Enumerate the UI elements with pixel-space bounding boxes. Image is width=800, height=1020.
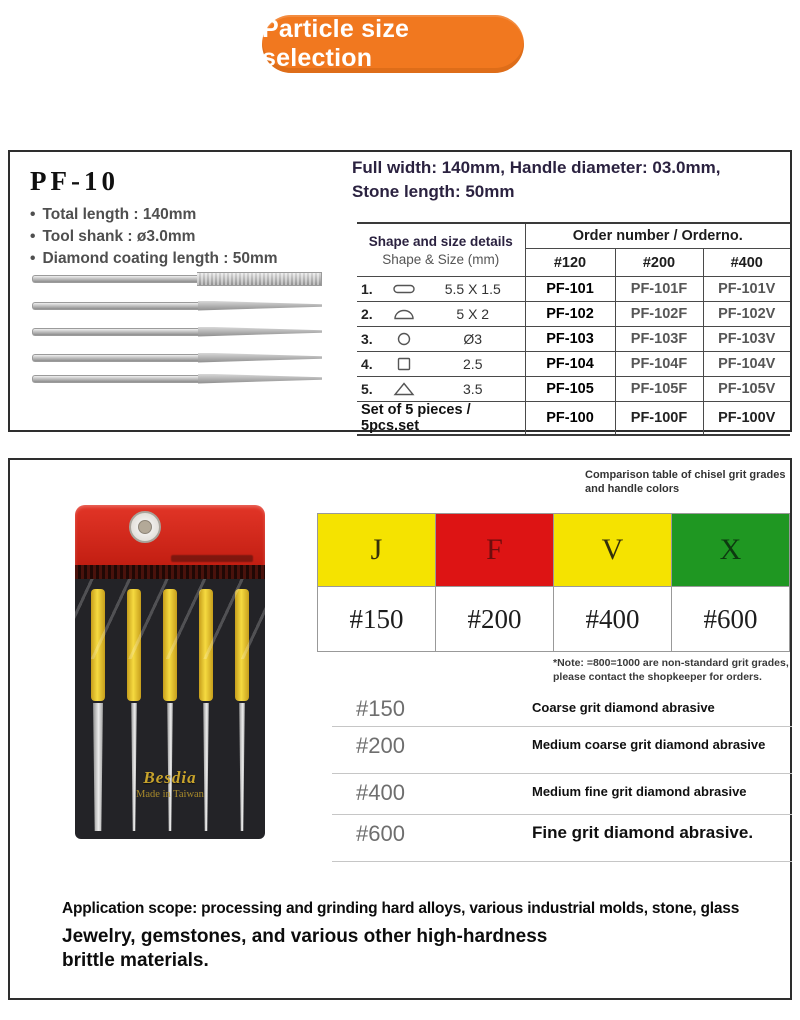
shape-size-header-cell [357,223,525,277]
shape-size-subtitle: Shape & Size (mm) [382,252,500,267]
order-cell: PF-104F [615,352,703,377]
list-item [332,690,792,727]
shape-size-value: Ø3 [463,331,483,347]
dimensions-line-1: Full width: 140mm, Handle diameter: 03.0mm, [352,158,721,177]
table-row [357,302,790,327]
list-item [332,774,792,815]
brand-origin: Made in Taiwan [136,789,204,800]
table-row [357,377,790,402]
grit-400: #400 [554,587,672,652]
bullet-icon: • [30,206,36,223]
file-shank [32,302,198,310]
file-blade [167,703,174,831]
list-item [332,727,792,774]
grit-note [553,656,793,684]
file-tip [197,272,322,286]
order-cell: PF-102V [703,302,790,327]
shape-size-value: 5.5 X 1.5 [444,281,501,297]
spec-item [30,248,278,270]
order-cell: PF-105V [703,377,790,402]
file-blade [203,703,210,831]
order-cell: PF-101 [525,277,615,302]
file-tip [198,327,322,337]
order-number-table [357,222,790,436]
package-red-card [75,505,265,568]
grit-description: Medium fine grit diamond abrasive [532,784,747,799]
shape-half-round-icon [383,307,425,321]
spec-total-length: Total length : 140mm [42,206,197,223]
set-label: Set of 5 pieces / 5pcs.set [357,402,525,436]
grit-description-list [332,690,792,862]
order-cell: PF-103F [615,327,703,352]
row-number: 1. [361,281,373,297]
grit-column-400: #400 [703,249,790,277]
order-cell: PF-102 [525,302,615,327]
product-model-title: PF-10 [30,166,119,196]
particle-size-badge-label: Particle size selection [262,15,410,72]
file-illustration-3 [32,326,322,337]
file-illustration-1 [32,273,322,284]
spec-coating-length: Diamond coating length : 50mm [42,250,278,267]
grit-label: #400 [356,780,405,805]
shape-square-icon [383,357,425,371]
shape-flat-oval-icon [383,282,425,296]
file-tip [198,374,322,384]
color-code-row [318,514,790,587]
order-cell: PF-101F [615,277,703,302]
grit-label: #600 [356,821,405,846]
file-illustration-4 [32,352,322,363]
spec-tool-shank: Tool shank : ø3.0mm [42,228,196,245]
brand-name: Besdia [143,768,197,787]
shape-triangle-icon [383,382,425,396]
order-cell: PF-105 [525,377,615,402]
order-cell: PF-102F [615,302,703,327]
set-row [357,402,790,436]
comparison-caption-line-2: and handle colors [585,483,680,495]
color-code-X: X [672,514,790,587]
grit-color-table [317,513,790,652]
shape-size-value: 2.5 [463,356,483,372]
application-scope [62,900,762,973]
order-cell: PF-105F [615,377,703,402]
order-cell: PF-104 [525,352,615,377]
order-cell: PF-103V [703,327,790,352]
row-number: 2. [361,306,373,322]
bullet-icon: • [30,250,36,267]
grit-column-120: #120 [525,249,615,277]
order-cell: PF-100F [615,402,703,436]
comparison-caption [585,468,790,496]
spec-item [30,204,278,226]
order-cell: PF-100V [703,402,790,436]
grit-number-row [318,587,790,652]
dimensions-headline [352,156,720,204]
order-cell: PF-103 [525,327,615,352]
application-line-2 [62,925,762,973]
file-shank [32,375,198,383]
file-shank [32,328,198,336]
grit-label: #200 [356,733,405,758]
application-line-1: Application scope: processing and grinding hard alloys, various industrial molds, stone, glass [62,900,740,917]
list-item [332,815,792,862]
grit-200: #200 [436,587,554,652]
application-line-2-text: Jewelry, gemstones, and various other high-hardness [62,926,548,947]
row-number: 3. [361,331,373,347]
order-cell: PF-104V [703,352,790,377]
particle-size-badge [262,15,524,73]
shape-size-value: 3.5 [463,381,483,397]
application-line-3-text: brittle materials. [62,950,209,971]
file-illustration-2 [32,300,322,311]
table-row [357,277,790,302]
shape-size-value: 5 X 2 [456,306,490,322]
grit-note-line-2: please contact the shopkeeper for orders. [553,671,762,683]
comparison-caption-line-1: Comparison table of chisel grit grades [585,469,786,481]
table-row [357,352,790,377]
grit-description: Coarse grit diamond abrasive [532,700,715,715]
package-black-card [75,579,265,839]
order-number-header: Order number / Orderno. [525,223,790,249]
plastic-wrap-sheen [75,579,265,659]
file-illustration-5 [32,373,322,384]
file-blade [239,703,246,831]
row-number: 4. [361,356,373,372]
order-cell: PF-100 [525,402,615,436]
grit-note-line-1: *Note: =800=1000 are non-standard grit grades, [553,657,789,669]
grit-600: #600 [672,587,790,652]
shape-round-icon [383,332,425,346]
color-code-V: V [554,514,672,587]
grit-150: #150 [318,587,436,652]
grit-description: Medium coarse grit diamond abrasive [532,737,766,752]
product-spec-list [30,204,278,270]
eyelet-hole [138,520,152,534]
file-tip [198,353,322,363]
product-photo [75,505,265,840]
grit-comparison-panel [8,458,792,1000]
file-shank [32,354,198,362]
product-spec-panel [8,150,792,432]
row-number: 5. [361,381,373,397]
serrated-edge [75,565,265,579]
color-code-J: J [318,514,436,587]
grit-column-200: #200 [615,249,703,277]
grit-label: #150 [356,696,405,721]
file-blade [93,703,104,831]
shape-size-title: Shape and size details [368,234,513,249]
hang-hole-eyelet [129,511,161,543]
red-card-print [171,555,253,562]
spec-item [30,226,278,248]
dimensions-line-2: Stone length: 50mm [352,182,515,201]
file-blade [131,703,138,831]
color-code-F: F [436,514,554,587]
file-tip [198,301,322,311]
table-row [357,327,790,352]
file-shank [32,275,197,283]
bullet-icon: • [30,228,36,245]
grit-description: Fine grit diamond abrasive. [532,823,754,842]
order-cell: PF-101V [703,277,790,302]
